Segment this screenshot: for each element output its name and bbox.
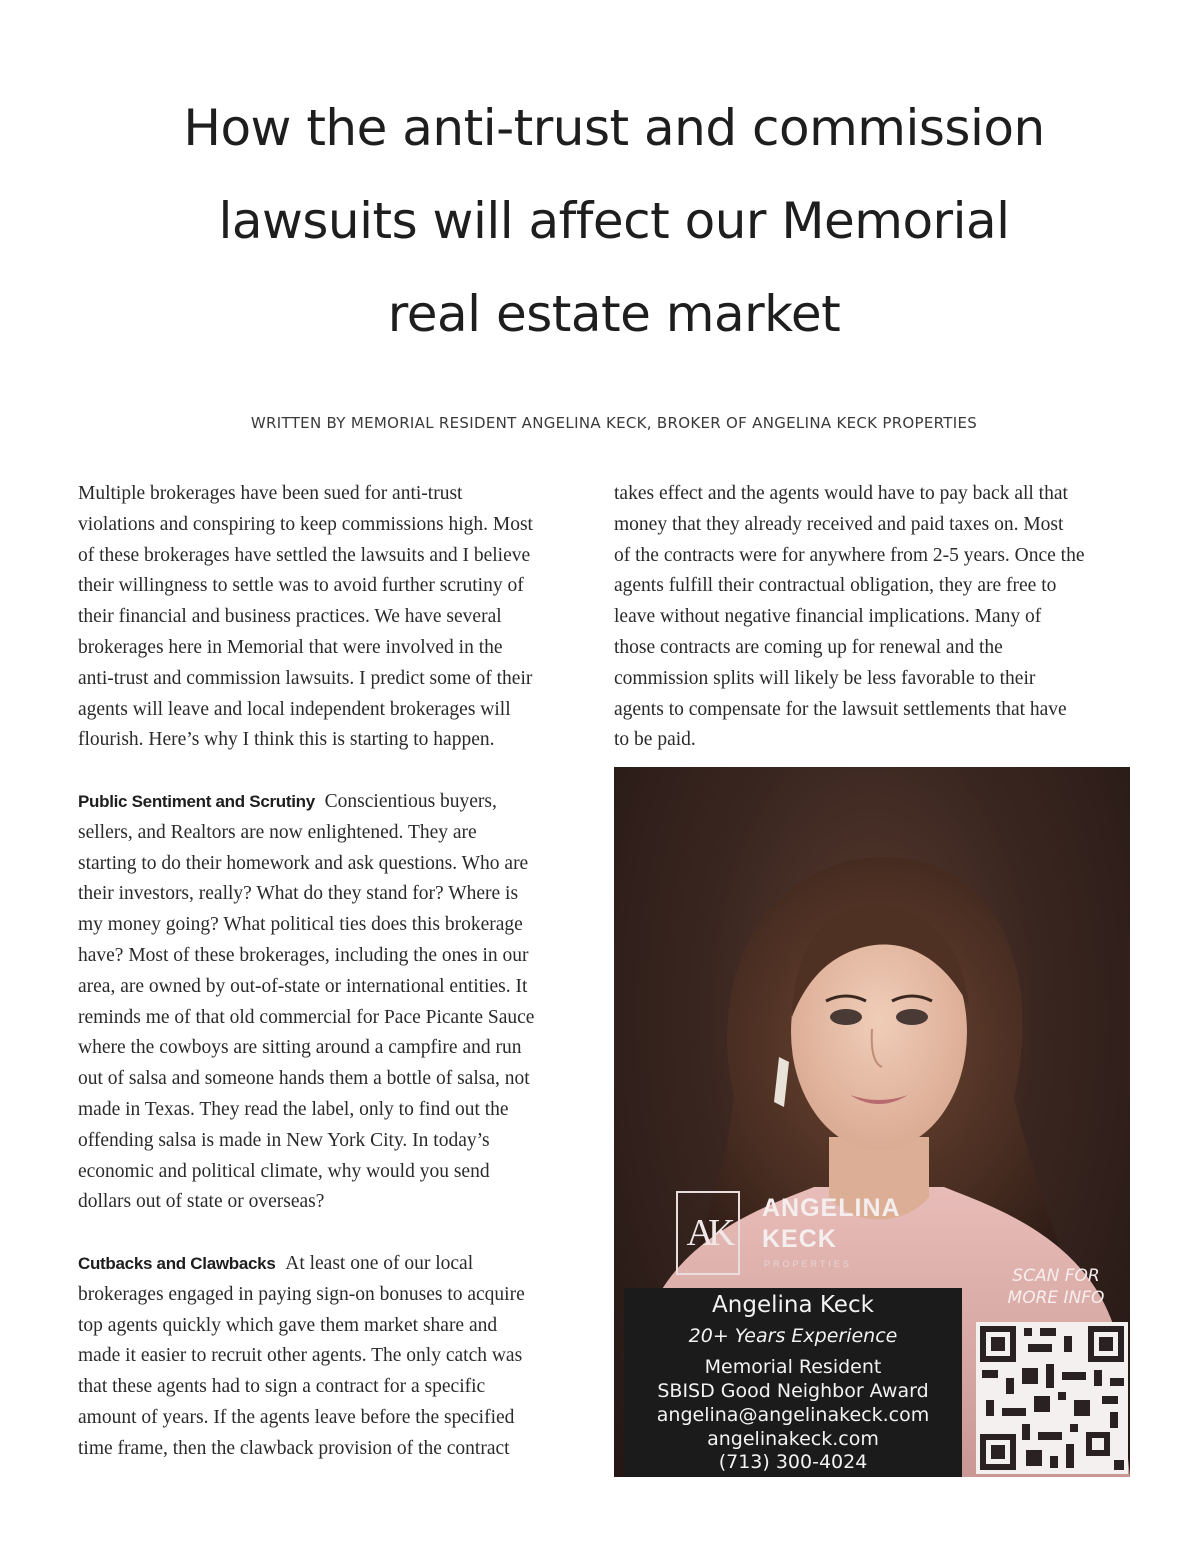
text-line: made it easier to recruit other agents. The only catch was (78, 1345, 523, 1367)
article-title (100, 82, 1128, 361)
text-line: anti-trust and commission lawsuits. I predict some of their (78, 667, 533, 689)
title-line: How the anti-trust and commission (183, 99, 1045, 157)
text-line: violations and conspiring to keep commissions high. Most (78, 513, 533, 535)
text-line: area, are owned by out-of-state or international entities. It (78, 975, 528, 997)
text-line: sellers, and Realtors are now enlightened. They are (78, 821, 477, 843)
left-column (78, 479, 598, 1465)
scan-prompt (986, 1265, 1126, 1309)
text-line (78, 787, 598, 818)
text-line: leave without negative financial implications. Many of (614, 606, 1042, 628)
text-line: offending salsa is made in New York City. In today’s (78, 1129, 490, 1151)
title-line: lawsuits will affect our Memorial (218, 192, 1010, 250)
section-heading: Public Sentiment and Scrutiny (78, 791, 315, 811)
text-line: agents will leave and local independent brokerages will (78, 698, 511, 720)
text-line: their willingness to settle was to avoid further scrutiny of (78, 575, 524, 597)
text-line: their financial and business practices. We have several (78, 606, 502, 628)
text-line: where the cowboys are sitting around a campfire and run (78, 1037, 522, 1059)
section-public-sentiment (78, 787, 598, 1218)
text-line: money that they already received and paid taxes on. Most (614, 513, 1064, 535)
text-line: made in Texas. They read the label, only to find out the (78, 1098, 509, 1120)
text-line: starting to do their homework and ask questions. Who are (78, 852, 529, 874)
agent-experience: 20+ Years Experience (688, 1325, 898, 1347)
text-line: commission splits will likely be less favorable to their (614, 667, 1036, 689)
text-line: amount of years. If the agents leave before the specified (78, 1406, 515, 1428)
brand-name-line: KECK (762, 1225, 837, 1253)
text-fragment: Conscientious buyers, (324, 790, 497, 812)
text-line: flourish. Here’s why I think this is starting to happen. (78, 729, 495, 751)
text-line: reminds me of that old commercial for Pace Picante Sauce (78, 1006, 535, 1028)
text-line: out of salsa and someone hands them a bottle of salsa, not (78, 1068, 530, 1090)
text-line: to be paid. (614, 729, 696, 751)
continued-paragraph (614, 479, 1134, 756)
agent-residency: Memorial Resident (704, 1356, 882, 1378)
agent-name: Angelina Keck (712, 1292, 874, 1318)
text-line: agents fulfill their contractual obligation, they are free to (614, 575, 1057, 597)
qr-code-pattern (976, 1322, 1128, 1474)
agent-website: angelinakeck.com (707, 1428, 879, 1450)
text-line: time frame, then the clawback provision of the contract (78, 1437, 510, 1459)
text-line: economic and political climate, why would you send (78, 1160, 490, 1182)
title-line: real estate market (387, 285, 841, 343)
text-line: Multiple brokerages have been sued for anti-trust (78, 483, 463, 504)
brand-logo: AK (676, 1191, 740, 1275)
section-cutbacks-clawbacks (78, 1249, 598, 1465)
section-heading: Cutbacks and Clawbacks (78, 1253, 276, 1273)
agent-info-box (624, 1288, 962, 1477)
text-line: dollars out of state or overseas? (78, 1191, 325, 1213)
brand-name (762, 1193, 901, 1255)
brand-subtitle: PROPERTIES (764, 1259, 852, 1269)
text-line: brokerages here in Memorial that were involved in the (78, 636, 503, 658)
agent-email: angelina@angelinakeck.com (656, 1404, 930, 1426)
brand-name-line: ANGELINA (762, 1194, 901, 1222)
text-line: their investors, really? What do they stand for? Where is (78, 883, 519, 905)
text-line: my money going? What political ties does this brokerage (78, 914, 523, 936)
text-line: top agents quickly which gave them market share and (78, 1314, 498, 1336)
byline: WRITTEN BY MEMORIAL RESIDENT ANGELINA KECK, BROKER OF ANGELINA KECK PROPERTIES (250, 414, 978, 432)
scan-prompt-line: MORE INFO (1007, 1288, 1105, 1308)
agent-award: SBISD Good Neighbor Award (657, 1380, 929, 1402)
text-line (78, 1249, 598, 1280)
agent-advertisement (614, 767, 1130, 1477)
text-line: those contracts are coming up for renewal and the (614, 636, 1003, 658)
intro-paragraph (78, 479, 598, 756)
text-line: that these agents had to sign a contract for a specific (78, 1376, 486, 1398)
text-line: have? Most of these brokerages, including the ones in our (78, 944, 529, 966)
text-line: agents to compensate for the lawsuit settlements that have (614, 698, 1067, 720)
scan-prompt-line: SCAN FOR (1012, 1266, 1100, 1286)
text-line: takes effect and the agents would have to pay back all that (614, 483, 1068, 504)
qr-code[interactable] (976, 1322, 1128, 1474)
text-line: brokerages engaged in paying sign-on bonuses to acquire (78, 1283, 525, 1305)
text-line: of these brokerages have settled the lawsuits and I believe (78, 544, 531, 566)
agent-phone: (713) 300-4024 (718, 1451, 868, 1473)
text-fragment: At least one of our local (285, 1252, 474, 1274)
text-line: of the contracts were for anywhere from 2-5 years. Once the (614, 544, 1085, 566)
right-column (614, 479, 1134, 756)
